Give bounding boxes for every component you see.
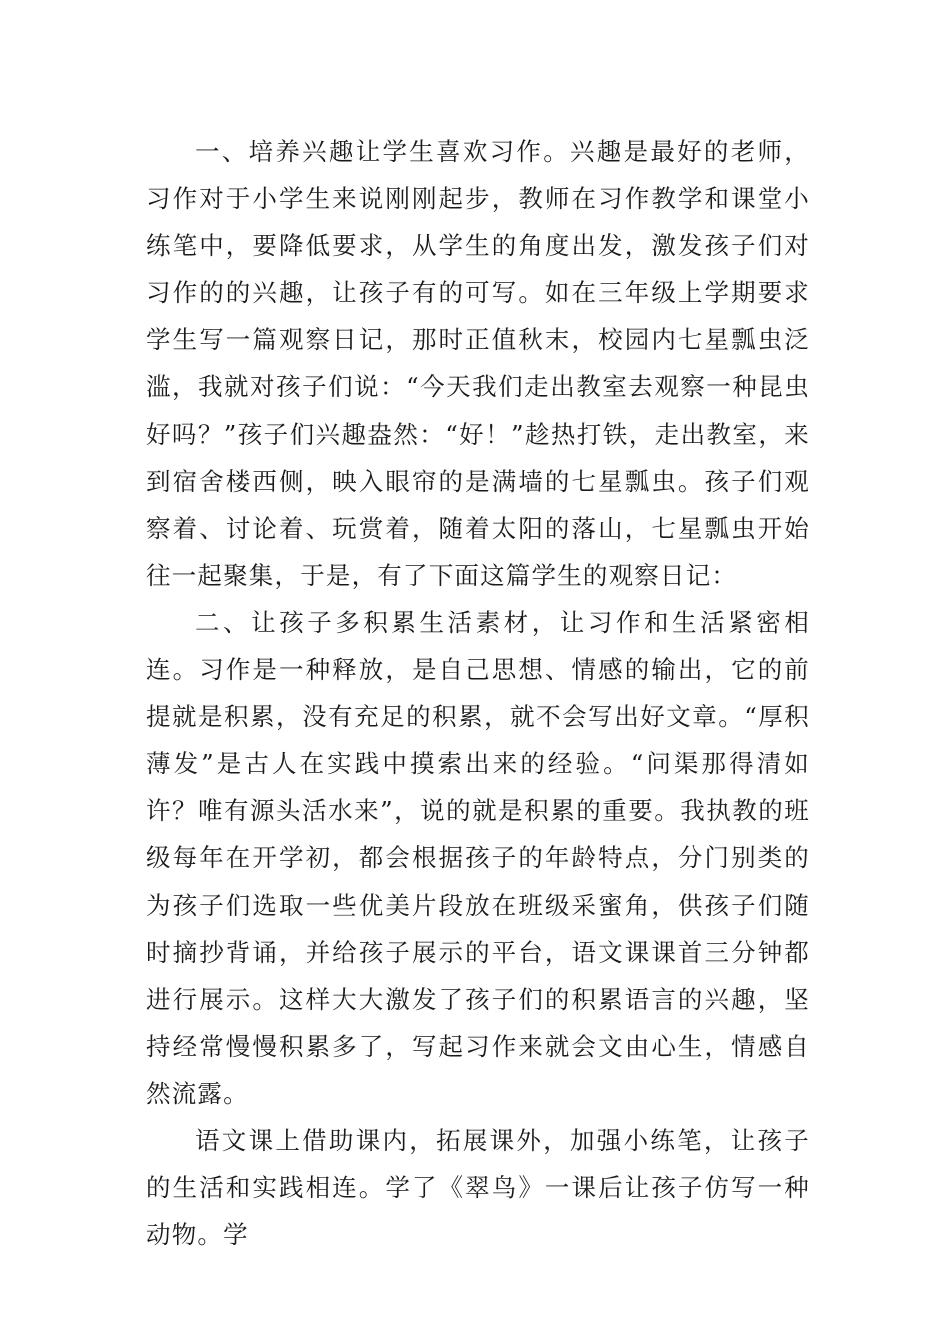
- paragraph-practice: 语文课上借助课内，拓展课外，加强小练笔，让孩子的生活和实践相连。学了《翠鸟》一课后让孩子仿写一种动物。学: [146, 1125, 810, 1250]
- paragraph-interest: 一、培养兴趣让学生喜欢习作。兴趣是最好的老师，习作对于小学生来说刚刚起步，教师在习作教学和课堂小练笔中，要降低要求，从学生的角度出发，激发孩子们对习作的的兴趣，让孩子有的可写。如在三年级上学期要求学生写一篇观察日记，那时正值秋末，校园内七星瓢虫泛滥，我就对孩子们说：“今天我们走出教室去观察一种昆虫好吗？”孩子们兴趣盎然：“好！”趁热打铁，走出教室，来到宿舍楼西侧，映入眼帘的是满墙的七星瓢虫。孩子们观察着、讨论着、玩赏着，随着太阳的落山，七星瓢虫开始往一起聚集，于是，有了下面这篇学生的观察日记：: [146, 137, 810, 590]
- paragraph-accumulation: 二、让孩子多积累生活素材，让习作和生活紧密相连。习作是一种释放，是自己思想、情感的输出，它的前提就是积累，没有充足的积累，就不会写出好文章。“厚积薄发”是古人在实践中摸索出来的经验。“问渠那得清如许？唯有源头活水来”，说的就是积累的重要。我执教的班级每年在开学初，都会根据孩子的年龄特点，分门别类的为孩子们选取一些优美片段放在班级采蜜角，供孩子们随时摘抄背诵，并给孩子展示的平台，语文课课首三分钟都进行展示。这样大大激发了孩子们的积累语言的兴趣，坚持经常慢慢积累多了，写起习作来就会文由心生，情感自然流露。: [146, 607, 810, 1108]
- document-body: [146, 128, 810, 1258]
